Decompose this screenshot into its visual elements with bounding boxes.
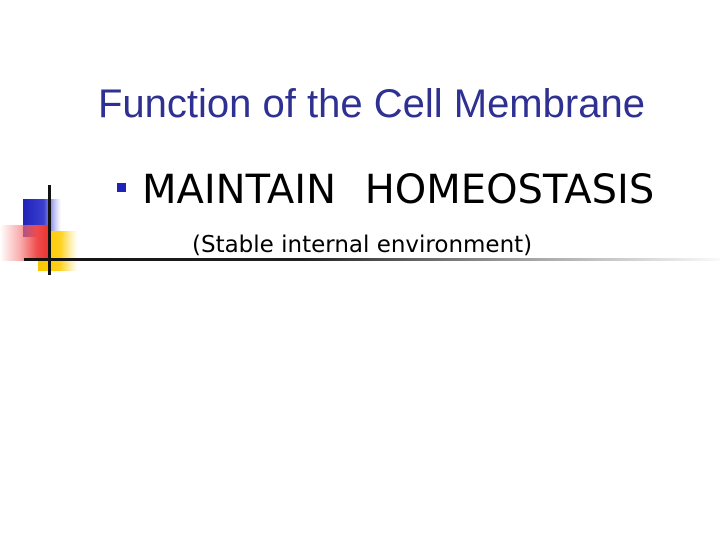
bullet-text: MAINTAIN HOMEOSTASIS <box>142 167 655 213</box>
slide-title: Function of the Cell Membrane <box>98 82 645 126</box>
red-square-decoration <box>0 225 50 261</box>
square-bullet-icon <box>117 183 126 192</box>
vertical-rule <box>48 185 51 275</box>
bullet-subtext: (Stable internal environment) <box>192 232 533 258</box>
